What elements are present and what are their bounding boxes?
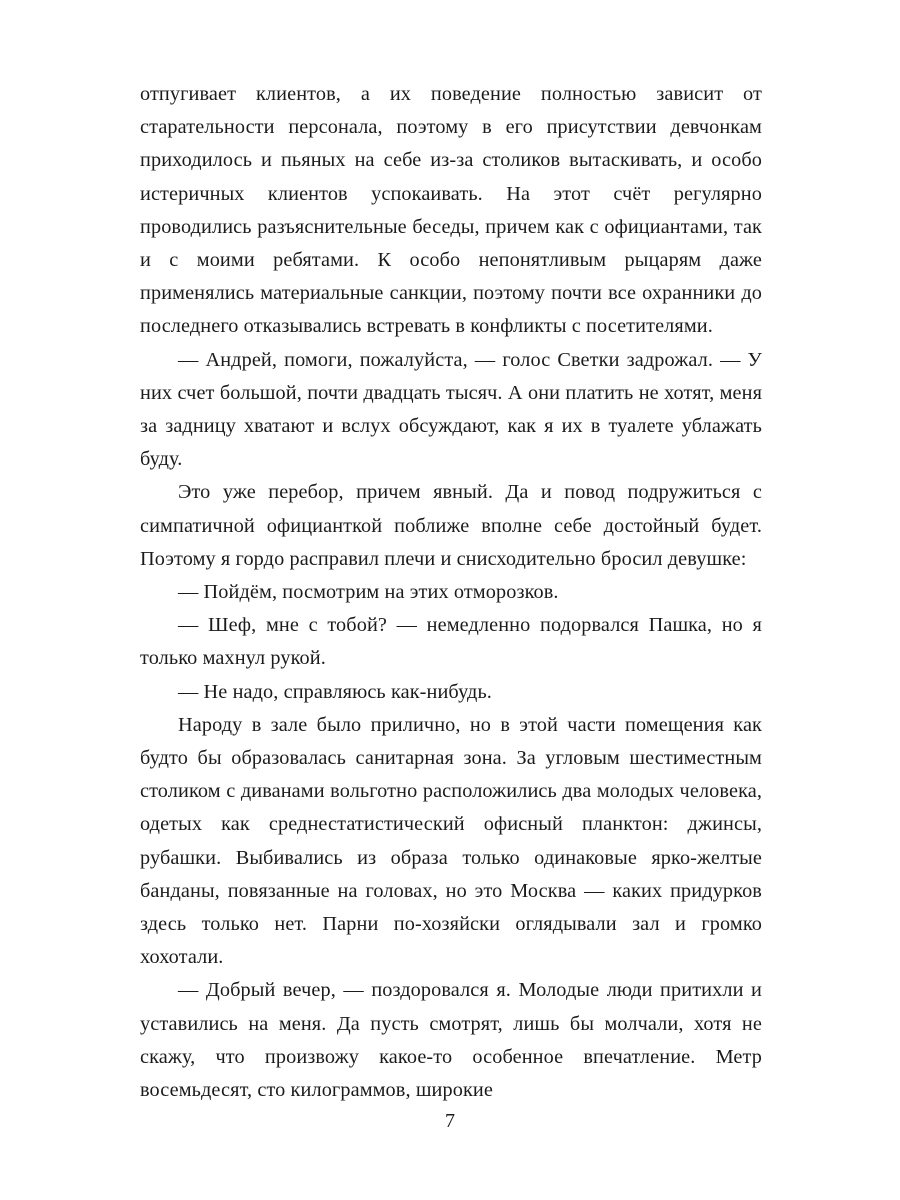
paragraph: Это уже перебор, причем явный. Да и повод подружиться с симпатичной официанткой поближе вполне себе достойный будет. Поэтому я гордо расправил плечи и снисходительно бросил девушке: xyxy=(140,481,762,570)
paragraph: — Андрей, помоги, пожалуйста, — голос Светки задрожал. — У них счет большой, почти двадцать тысяч. А они платить не хотят, меня за задницу хватают и вслух обсуждают, как я их в туалете ублажать буду. xyxy=(140,348,762,471)
page-number: 7 xyxy=(445,1110,455,1132)
page-text-body xyxy=(140,78,762,1107)
paragraph: отпугивает клиентов, а их поведение полностью зависит от старательности персонала, поэтому в его присутствии девчонкам приходилось и пьяных на себе из-за столиков вытаскивать, и особо истеричных клиентов успокаивать. На этот счёт регулярно проводились разъяснительные беседы, причем как с официантами, так и с моими ребятами. К особо непонятливым рыцарям даже применялись материальные санкции, поэтому почти все охранники до последнего отказывались встревать в конфликты с посетителями. xyxy=(140,83,762,338)
paragraph: — Не надо, справляюсь как-нибудь. xyxy=(178,680,492,703)
paragraph: Народу в зале было прилично, но в этой части помещения как будто бы образовалась санитарная зона. За угловым шестиместным столиком с диванами вольготно расположились два молодых человека, одетых как среднестатистический офисный планктон: джинсы, рубашки. Выбивались из образа только одинаковые ярко-желтые банданы, повязанные на головах, но это Москва — каких придурков здесь только нет. Парни по-хозяйски оглядывали зал и громко хохотали. xyxy=(140,713,762,969)
paragraph: — Пойдём, посмотрим на этих отморозков. xyxy=(178,581,559,604)
paragraph: — Добрый вечер, — поздоровался я. Молодые люди притихли и уставились на меня. Да пусть смотрят, лишь бы молчали, хотя не скажу, что произвожу какое-то особенное впечатление. Метр восемьдесят, сто килограммов, широкие xyxy=(140,979,762,1102)
paragraph: — Шеф, мне с тобой? — немедленно подорвался Пашка, но я только махнул рукой. xyxy=(140,614,762,670)
